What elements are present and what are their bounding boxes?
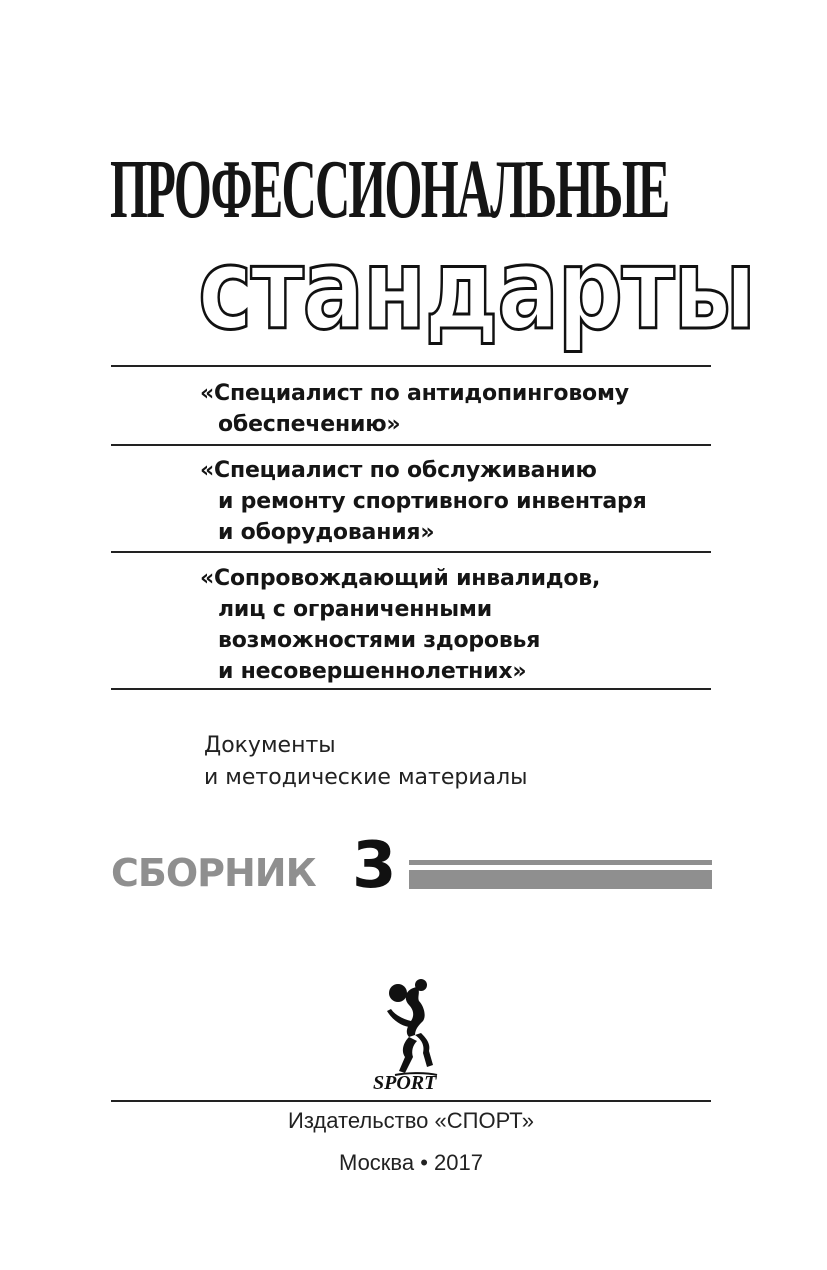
divider <box>111 1100 711 1102</box>
publisher-city-year: Москва • 2017 <box>339 1150 483 1175</box>
publisher-logo <box>365 975 465 1093</box>
standard-line: «Специалист по антидопинговому <box>200 381 629 406</box>
standard-item <box>200 378 720 440</box>
divider <box>111 688 711 690</box>
standard-item <box>200 455 720 548</box>
documents-line: и методические материалы <box>204 765 528 790</box>
divider <box>111 365 711 367</box>
discus-thrower-icon <box>365 975 465 1093</box>
divider <box>111 444 711 446</box>
title-standards: стандарты <box>198 225 755 355</box>
decorative-bar <box>409 870 712 889</box>
standard-item <box>200 563 720 687</box>
standard-line: и ремонту спортивного инвентаря <box>218 489 647 514</box>
standard-line: «Сопровождающий инвалидов, <box>200 566 601 591</box>
standard-line: «Специалист по обслуживанию <box>200 458 597 483</box>
collection-label: СБОРНИК <box>111 851 316 895</box>
publisher-name: Издательство «СПОРТ» <box>288 1108 534 1133</box>
standard-line: обеспечению» <box>218 412 401 437</box>
standard-line: возможностями здоровья <box>218 628 541 653</box>
standard-line: и оборудования» <box>218 520 435 545</box>
documents-line: Документы <box>204 733 336 758</box>
standard-line: лиц с ограниченными <box>218 597 492 622</box>
logo-text: SPORT <box>373 1072 437 1093</box>
collection-number: 3 <box>352 829 397 903</box>
title-professional: ПРОФЕССИОНАЛЬНЫЕ <box>110 143 669 236</box>
divider <box>111 551 711 553</box>
decorative-bar <box>409 860 712 865</box>
standard-line: и несовершеннолетних» <box>218 659 527 684</box>
documents-subtitle <box>204 730 528 794</box>
